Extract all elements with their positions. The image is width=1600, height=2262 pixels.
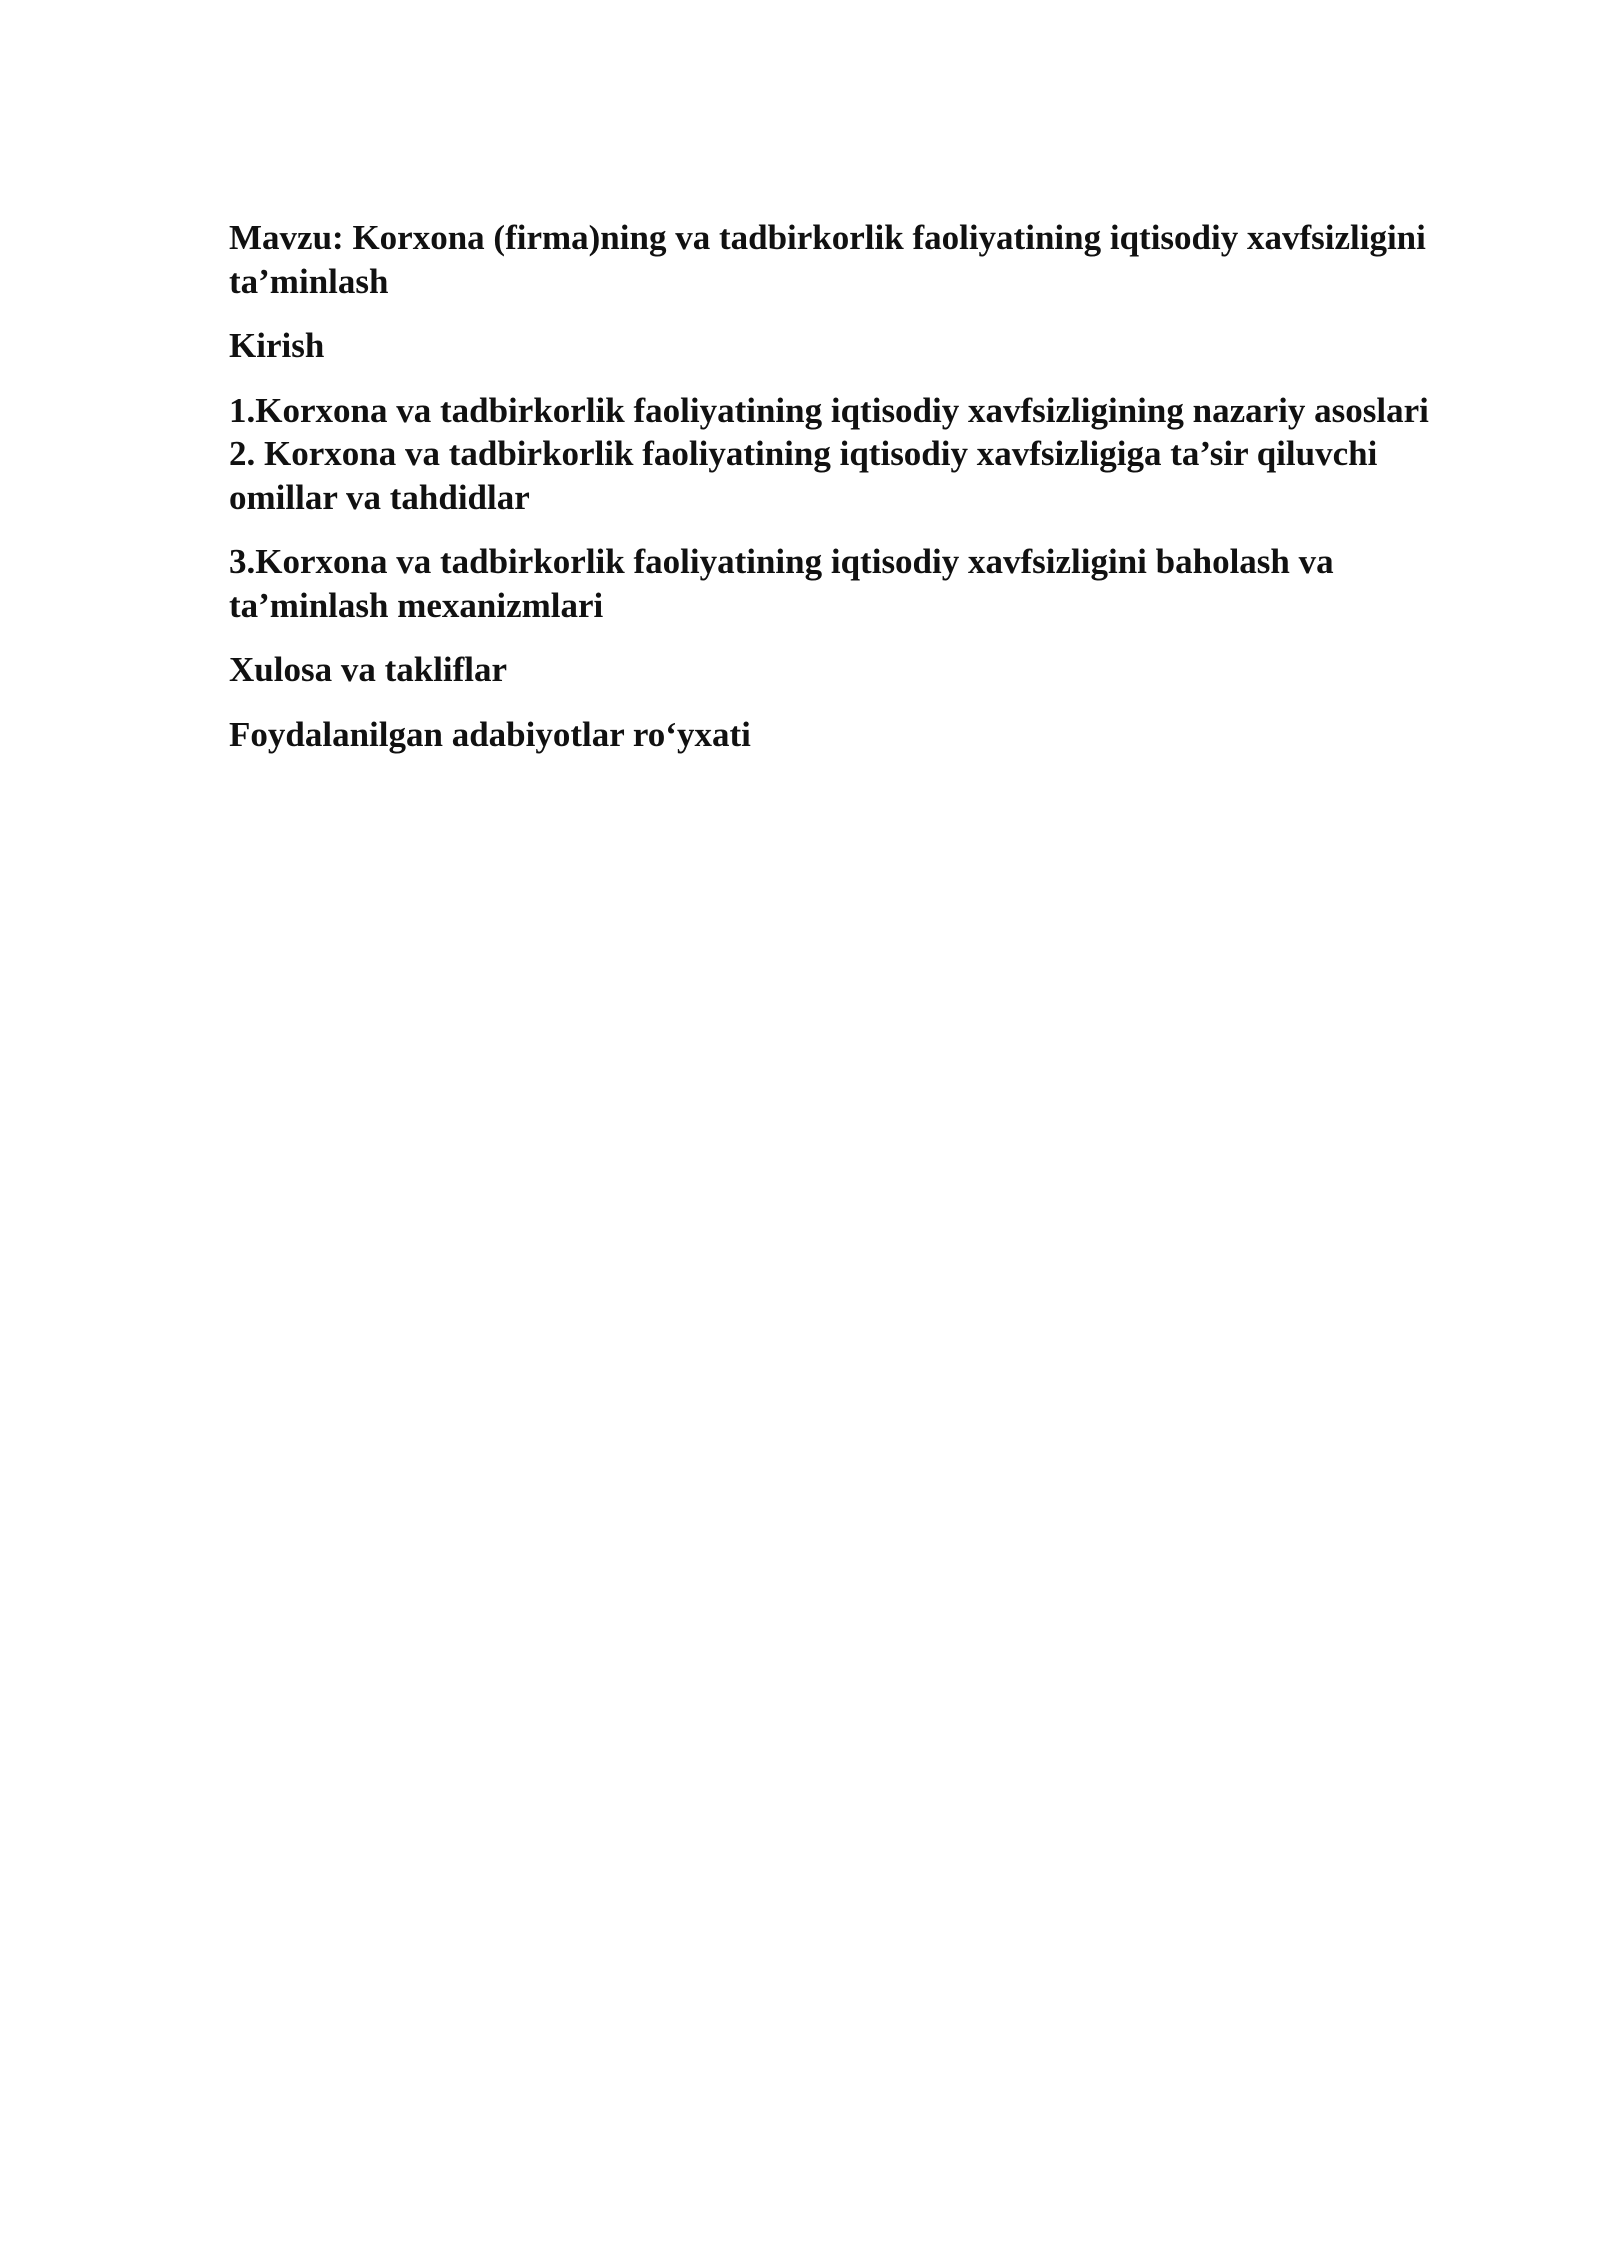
toc-item-section-3: 3.Korxona va tadbirkorlik faoliyatining iqtisodiy xavfsizligini baholash va ta’minlash mexanizmlari bbox=[229, 542, 1334, 625]
toc-item-section-2: 2. Korxona va tadbirkorlik faoliyatining iqtisodiy xavfsizligiga ta’sir qiluvchi omillar va tahdidlar bbox=[229, 434, 1378, 517]
toc-item-intro: Kirish bbox=[229, 326, 325, 365]
document-title: Mavzu: Korxona (firma)ning va tadbirkorlik faoliyatining iqtisodiy xavfsizligini ta’minlash bbox=[229, 218, 1426, 301]
toc-item-conclusion: Xulosa va takliflar bbox=[229, 650, 508, 689]
toc-item-section-1: 1.Korxona va tadbirkorlik faoliyatining iqtisodiy xavfsizligining nazariy asoslari bbox=[229, 390, 1429, 430]
table-of-contents bbox=[229, 216, 1479, 756]
toc-item-references: Foydalanilgan adabiyotlar ro‘yxati bbox=[229, 714, 751, 754]
